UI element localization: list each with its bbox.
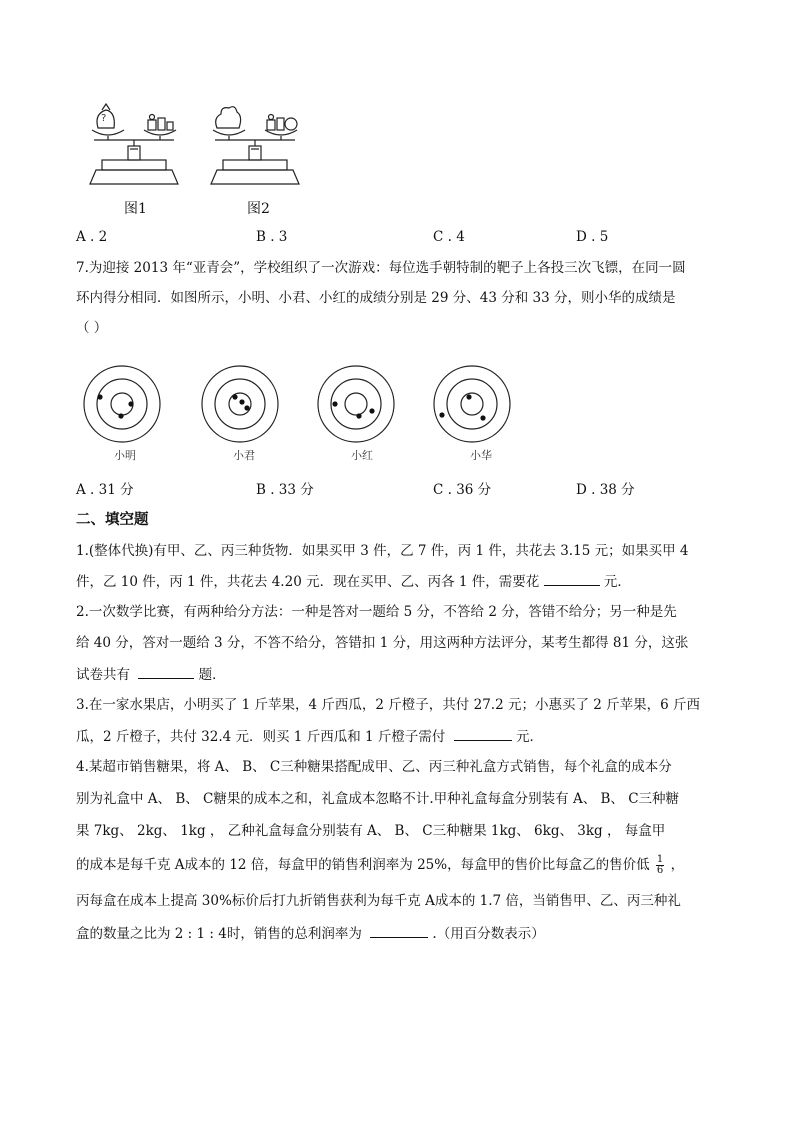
balance-figure-1 [84,100,184,190]
fraction [656,855,664,876]
dartboard-icon [200,364,280,444]
fill4-line-2: 别为礼盒中 A、 B、 C糖果的成本之和，礼盒成本忽略不计.甲种礼盒每盒分别装有 A、 B、 C三种糖 [76,791,680,807]
fill4-line-1: 4.某超市销售糖果，将 A、 B、 C三种糖果搭配成甲、乙、丙三种礼盒方式销售，每个礼盒的成本分 [76,759,672,775]
fill4-answer-blank[interactable] [370,923,428,938]
q7-option-a: A . 31 分 [76,482,134,498]
figure-2-label: 图2 [247,201,270,217]
dartboard-icon [316,364,396,444]
fill2-line-2: 给 40 分，答对一题给 3 分，不答不给分，答错扣 1 分，用这两种方法评分，某考生都得 81 分，这张 [76,635,689,651]
dartboard-icon [432,364,512,444]
q6-option-a: A . 2 [76,229,108,245]
fill4-line-4 [76,855,684,876]
fill2-line-3-end: 题． [198,667,226,683]
section-heading: 二、填空题 [76,512,149,528]
q6-option-c: C . 4 [433,229,465,245]
target-xiaojun [200,364,280,444]
fill2-line-1: 2.一次数学比赛，有两种给分方法：一种是答对一题给 5 分，不答给 2 分，答错不给分；另一种是先 [76,604,677,620]
target-xiaohua [432,364,512,444]
fill4-line-6-end: .（用百分数表示） [432,926,545,942]
target-label-xiaojun: 小君 [233,449,255,462]
fill4-line-3: 果 7kg、 2kg、 1kg ， 乙种礼盒每盒分别装有 A、 B、 C三种糖果 1kg、 6kg、 3kg ， 每盒甲 [76,823,666,839]
figure-1-label: 图1 [124,201,147,217]
fill4-line-4-text: 的成本是每千克 A成本的 12 倍，每盒甲的销售利润率为 25%，每盒甲的售价比每盒乙的售价低 [76,857,650,873]
balance-scale-icon [205,100,305,190]
fill3-line-2 [76,726,543,747]
fill4-line-6 [76,923,545,944]
fill1-line-2 [76,571,631,592]
q7-option-b: B . 33 分 [256,482,314,498]
fill2-line-3 [76,664,226,685]
q7-text-line-1: 7.为迎接 2013 年“亚青会”，学校组织了一次游戏：每位选手朝特制的靶子上各投三次飞镖，在同一圆 [76,260,686,276]
fill2-answer-blank[interactable] [138,664,194,679]
balance-scale-icon [84,100,184,190]
target-xiaohong [316,364,396,444]
q7-text-line-3: （ ） [76,320,108,336]
fill3-line-1: 3.在一家水果店，小明买了 1 斤苹果，4 斤西瓜，2 斤橙子，共付 27.2 元；小惠买了 2 斤苹果，6 斤西 [76,697,701,713]
fill1-line-2-text: 件，乙 10 件，丙 1 件，共花去 4.20 元．现在买甲、乙、丙各 1 件，需要花 [76,574,540,590]
fill1-line-2-end: 元． [603,574,631,590]
fill2-line-3-text: 试卷共有 [76,667,130,683]
target-label-xiaohong: 小红 [351,449,373,462]
question-mark: ? [101,113,107,124]
q7-option-d: D . 38 分 [576,482,635,498]
target-xiaoming [82,364,162,444]
fill4-line-5: 丙每盒在成本上提高 30%标价后打九折销售获利为每千克 A成本的 1.7 倍，当销售甲、乙、丙三种礼 [76,893,681,909]
fill3-answer-blank[interactable] [454,726,512,741]
target-label-xiaoming: 小明 [114,449,136,462]
q7-option-c: C . 36 分 [433,482,492,498]
fill4-line-6-text: 盒的数量之比为 2 : 1 : 4时，销售的总利润率为 [76,926,362,942]
fraction-numerator: 1 [656,854,664,865]
fill4-line-4-end: ， [670,857,685,873]
fill3-line-2-text: 瓜，2 斤橙子，共付 32.4 元．则买 1 斤西瓜和 1 斤橙子需付 [76,729,446,745]
balance-figure-2 [205,100,305,190]
q6-option-b: B . 3 [256,229,288,245]
fill3-line-2-end: 元． [515,729,543,745]
dartboard-icon [82,364,162,444]
q6-option-d: D . 5 [576,229,609,245]
fraction-denominator: 6 [656,865,664,876]
q7-text-line-2: 环内得分相同．如图所示，小明、小君、小红的成绩分别是 29 分、43 分和 33 分，则小华的成绩是 [76,290,676,306]
fill1-line-1: 1.(整体代换)有甲、乙、丙三种货物．如果买甲 3 件，乙 7 件，丙 1 件，共花去 3.15 元；如果买甲 4 [76,543,689,559]
fill1-answer-blank[interactable] [544,571,600,586]
target-label-xiaohua: 小华 [470,449,492,462]
